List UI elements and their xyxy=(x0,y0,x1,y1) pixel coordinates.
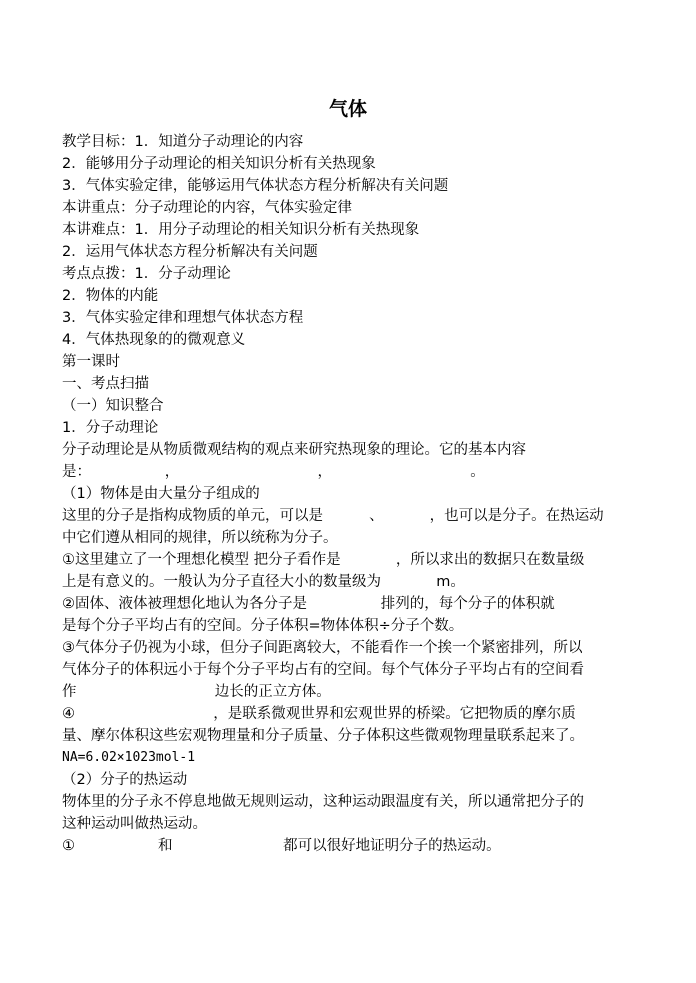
text-line: ④ ，是联系微观世界和宏观世界的桥梁。它把物质的摩尔质 xyxy=(62,706,576,722)
text-line: 第一课时 xyxy=(62,354,120,370)
text-line: ①这里建立了一个理想化模型 把分子看作是 ，所以求出的数据只在数量级 xyxy=(62,552,585,568)
text-line: ②固体、液体被理想化地认为各分子是 排列的，每个分子的体积就 xyxy=(62,596,555,612)
text-line: 本讲难点：1．用分子动理论的相关知识分析有关热现象 xyxy=(62,222,420,238)
text-line: 分子动理论是从物质微观结构的观点来研究热现象的理论。它的基本内容 xyxy=(62,442,526,458)
text-line: 考点点拨：1．分子动理论 xyxy=(62,266,231,282)
text-line: 3．气体实验定律和理想气体状态方程 xyxy=(62,310,304,326)
text-line: （2）分子的热运动 xyxy=(62,772,188,788)
text-line: ③气体分子仍视为小球，但分子间距离较大，不能看作一个挨一个紧密排列，所以 xyxy=(62,640,583,656)
text-line: 是每个分子平均占有的空间。分子体积=物体体积÷分子个数。 xyxy=(62,618,464,634)
text-line: 一、考点扫描 xyxy=(62,376,149,392)
text-line: 3．气体实验定律，能够运用气体状态方程分析解决有关问题 xyxy=(62,178,449,194)
text-line: 这种运动叫做热运动。 xyxy=(62,816,207,832)
text-line: 中它们遵从相同的规律，所以统称为分子。 xyxy=(62,530,338,546)
text-line: 教学目标：1．知道分子动理论的内容 xyxy=(62,134,304,150)
text-line: 1．分子动理论 xyxy=(62,420,159,436)
text-line: 2．物体的内能 xyxy=(62,288,159,304)
text-line: 是： ， ， 。 xyxy=(62,464,485,480)
text-line: （一）知识整合 xyxy=(62,398,164,414)
avogadro-constant-line: NA=6.02×1023mol-1 xyxy=(62,750,196,765)
text-line: 4．气体热现象的的微观意义 xyxy=(62,332,246,348)
text-line: 作 边长的正立方体。 xyxy=(62,684,331,700)
text-line: 上是有意义的。一般认为分子直径大小的数量级为 m。 xyxy=(62,574,465,590)
text-line: 2．运用气体状态方程分析解决有关问题 xyxy=(62,244,318,260)
text-line: （1）物体是由大量分子组成的 xyxy=(62,486,260,502)
document-title: 气体 xyxy=(328,98,367,120)
text-line: ① 和 都可以很好地证明分子的热运动。 xyxy=(62,838,501,854)
text-line: 气体分子的体积远小于每个分子平均占有的空间。每个气体分子平均占有的空间看 xyxy=(62,662,584,678)
text-line: 2．能够用分子动理论的相关知识分析有关热现象 xyxy=(62,156,376,172)
text-line: 这里的分子是指构成物质的单元，可以是 、 ，也可以是分子。在热运动 xyxy=(62,508,604,524)
text-line: 本讲重点：分子动理论的内容，气体实验定律 xyxy=(62,200,352,216)
text-line: 物体里的分子永不停息地做无规则运动，这种运动跟温度有关，所以通常把分子的 xyxy=(62,794,584,810)
text-line: 量、摩尔体积这些宏观物理量和分子质量、分子体积这些微观物理量联系起来了。 xyxy=(62,728,584,744)
